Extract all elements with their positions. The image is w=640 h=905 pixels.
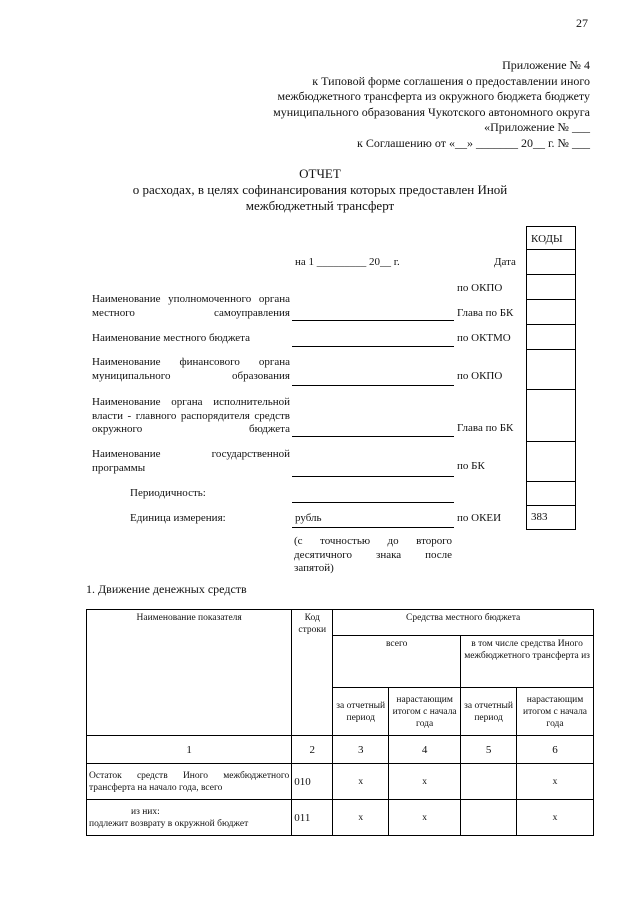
- code-cell-okpo-2: [526, 350, 576, 390]
- row-cell: x: [389, 764, 461, 800]
- appendix-line: «Приложение № ___: [484, 120, 590, 134]
- section-title: 1. Движение денежных средств: [86, 582, 247, 596]
- field-finance-org[interactable]: [292, 385, 454, 386]
- col-header-cumulative: нарастающим итогом с начала года: [389, 688, 461, 736]
- appendix-line: муниципального образования Чукотского автономного округа: [273, 104, 590, 119]
- field-local-budget[interactable]: [292, 346, 454, 347]
- label-state-program: Наименование государственной программы: [92, 448, 290, 474]
- row-cell: x: [333, 764, 389, 800]
- appendix-line: к Типовой форме соглашения о предоставлении иного: [312, 73, 590, 88]
- codes-column: [526, 226, 576, 530]
- row-cell: x: [389, 800, 461, 836]
- label-okpo: по ОКПО: [457, 282, 503, 294]
- table-row: [87, 800, 594, 836]
- col-number: 3: [333, 736, 389, 764]
- label-oktmo: по ОКТМО: [457, 332, 511, 344]
- field-unit-underline: [292, 527, 454, 528]
- appendix-line: Приложение № 4: [502, 58, 590, 72]
- title-line-3: межбюджетный трансферт: [245, 198, 395, 213]
- label-glava-bk: Глава по БК: [457, 307, 514, 319]
- title-line-1: ОТЧЕТ: [299, 166, 341, 181]
- row-cell: [461, 800, 517, 836]
- col-number: 5: [461, 736, 517, 764]
- cash-flow-table: [86, 609, 594, 836]
- label-periodicity: Периодичность:: [130, 487, 206, 499]
- col-header-code: Код строки: [292, 610, 333, 736]
- code-cell-date: [526, 250, 576, 275]
- field-exec-org[interactable]: [292, 436, 454, 437]
- col-number: 6: [517, 736, 594, 764]
- row-name-prefix: из них:: [131, 806, 160, 817]
- code-cell-glava-bk-2: [526, 390, 576, 442]
- row-cell: [461, 764, 517, 800]
- unit-value: рубль: [295, 512, 322, 524]
- col-header-local-funds: Средства местного бюджета: [333, 610, 594, 636]
- row-name-text: подлежит возврату в окружной бюджет: [89, 818, 249, 829]
- label-okei: по ОКЕИ: [457, 512, 502, 524]
- field-authorized-org[interactable]: [292, 320, 454, 321]
- col-header-total: всего: [333, 636, 461, 688]
- col-number: 2: [292, 736, 333, 764]
- label-finance-org: Наименование финансового органа муниципального образования: [92, 356, 290, 382]
- col-header-cumulative: нарастающим итогом с начала года: [517, 688, 594, 736]
- report-date: на 1 _________ 20__ г.: [295, 256, 400, 268]
- table-row: [87, 764, 594, 800]
- code-cell-okpo: [526, 275, 576, 300]
- code-cell-oktmo: [526, 325, 576, 350]
- appendix-line: межбюджетного трансферта из окружного бюджета бюджету: [277, 89, 590, 103]
- label-glava-bk-2: Глава по БК: [457, 422, 514, 434]
- code-cell-okei: 383: [526, 506, 576, 530]
- label-bk: по БК: [457, 460, 485, 472]
- appendix-header: [273, 58, 590, 151]
- label-exec-org: Наименование органа исполнительной власти - главного распорядителя средств окружного бюджета: [92, 396, 290, 435]
- title-line-2: о расходах, в целях софинансирования которых предоставлен Иной: [132, 182, 508, 197]
- row-code: 010: [292, 764, 333, 800]
- code-cell-periodicity: [526, 482, 576, 506]
- report-title: [0, 166, 640, 214]
- code-cell-glava-bk: [526, 300, 576, 325]
- code-cell-bk: [526, 442, 576, 482]
- codes-header: КОДЫ: [526, 226, 576, 250]
- row-cell: x: [517, 800, 594, 836]
- page-number: 27: [576, 16, 588, 30]
- label-date: Дата: [494, 256, 516, 268]
- label-authorized-org: Наименование уполномоченного органа местного самоуправления: [92, 293, 290, 319]
- precision-note: (с точностью до второго десятичного знака после запятой): [294, 535, 452, 574]
- label-local-budget: Наименование местного бюджета: [92, 332, 250, 344]
- label-okpo-2: по ОКПО: [457, 370, 503, 382]
- col-header-indicator: Наименование показателя: [87, 610, 292, 736]
- field-state-program[interactable]: [292, 476, 454, 477]
- field-periodicity[interactable]: [292, 502, 454, 503]
- appendix-line: к Соглашению от «__» _______ 20__ г. № ___: [357, 135, 590, 150]
- row-cell: x: [333, 800, 389, 836]
- row-code: 011: [292, 800, 333, 836]
- row-name: Остаток средств Иного межбюджетного трансферта на начало года, всего: [87, 764, 292, 800]
- label-unit: Единица измерения:: [130, 512, 226, 524]
- col-header-period: за отчетный период: [333, 688, 389, 736]
- col-header-including: в том числе средства Иного межбюджетного трансферта из: [461, 636, 594, 688]
- col-number: 1: [87, 736, 292, 764]
- column-number-row: [87, 736, 594, 764]
- row-name: [87, 800, 292, 836]
- col-number: 4: [389, 736, 461, 764]
- row-cell: x: [517, 764, 594, 800]
- col-header-period: за отчетный период: [461, 688, 517, 736]
